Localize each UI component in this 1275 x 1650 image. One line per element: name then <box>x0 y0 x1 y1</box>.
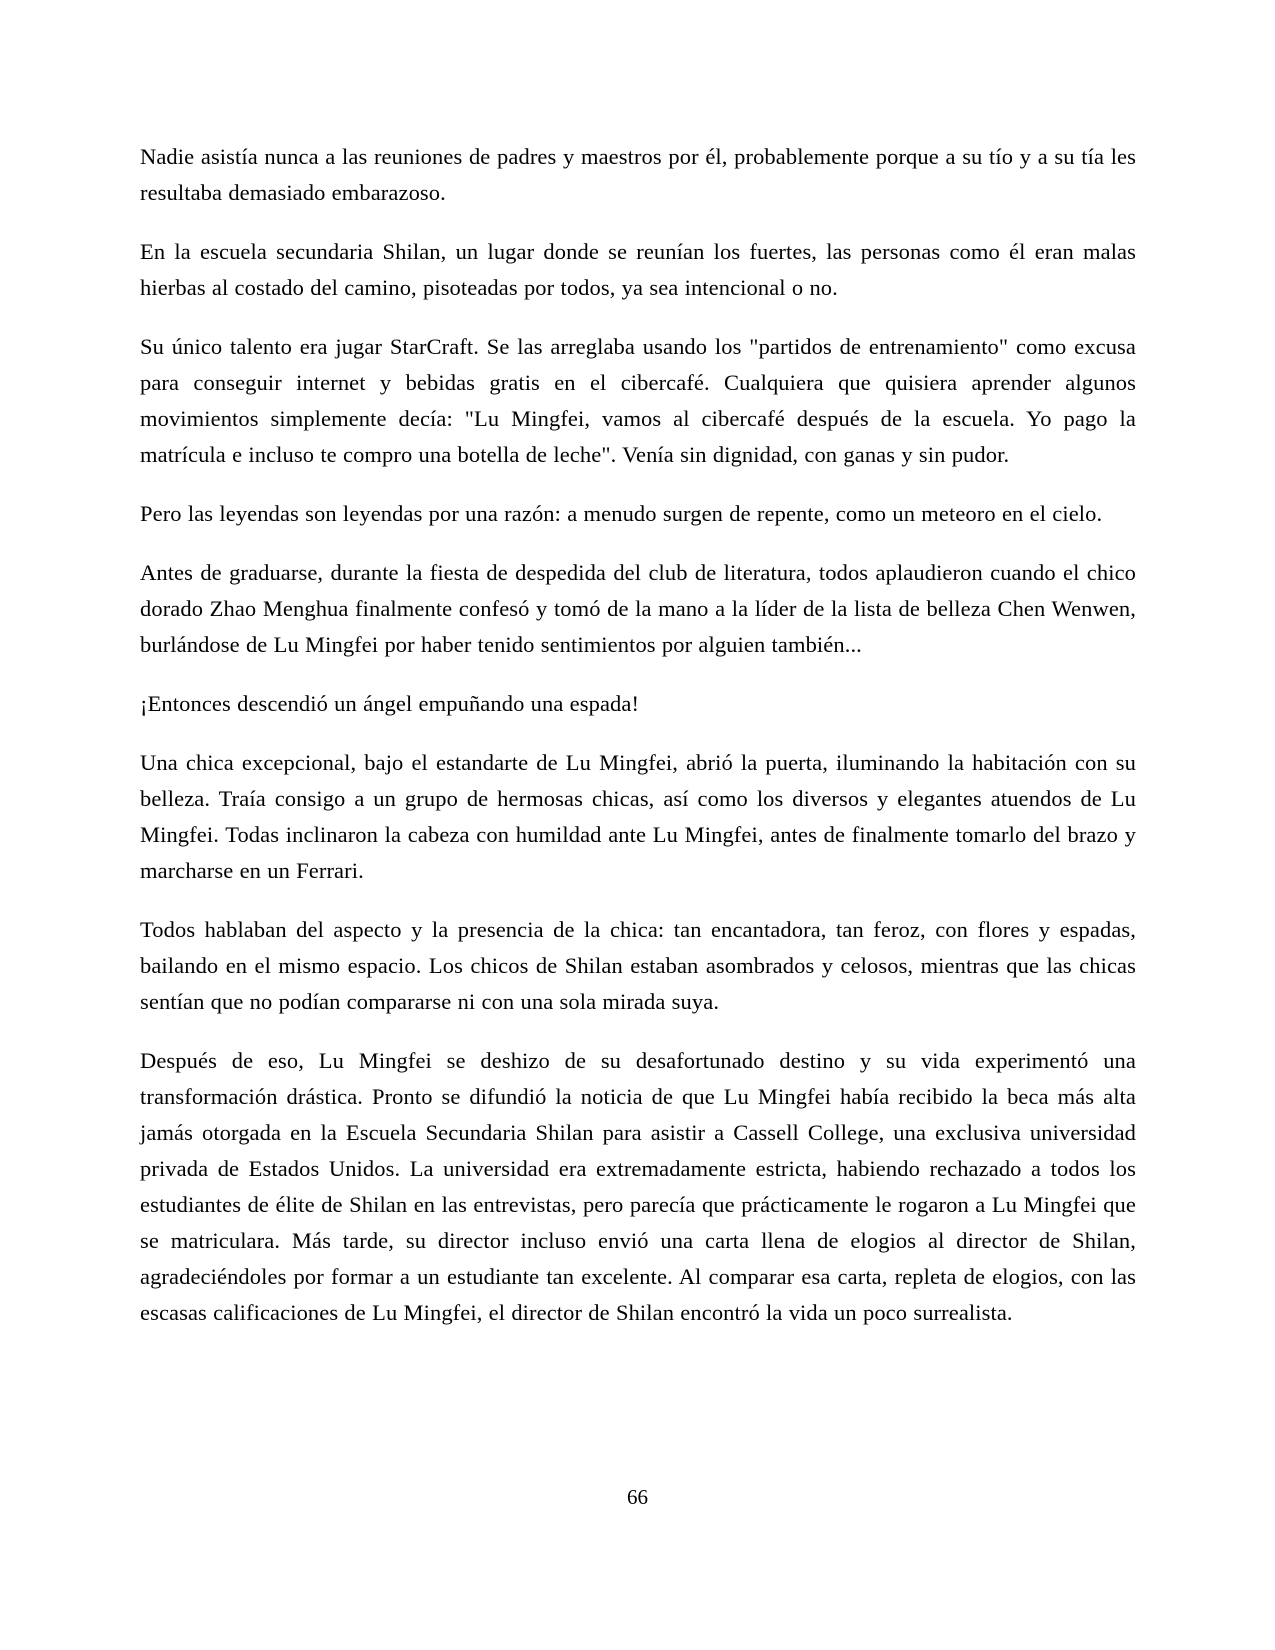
paragraph: Todos hablaban del aspecto y la presencia de la chica: tan encantadora, tan feroz, con flores y espadas, bailando en el mismo espacio. Los chicos de Shilan estaban asombrados y celosos, mientras que las chicas sentían que no podían compararse ni con una sola mirada suya. <box>140 917 1136 1014</box>
paragraph: Su único talento era jugar StarCraft. Se las arreglaba usando los "partidos de entrenamiento" como excusa para conseguir internet y bebidas gratis en el cibercafé. Cualquiera que quisiera aprender algunos movimientos simplemente decía: "Lu Mingfei, vamos al cibercafé después de la escuela. Yo pago la matrícula e incluso te compro una botella de leche". Venía sin dignidad, con ganas y sin pudor. <box>140 334 1136 467</box>
page-number: 66 <box>627 1485 648 1509</box>
paragraph: En la escuela secundaria Shilan, un lugar donde se reunían los fuertes, las personas como él eran malas hierbas al costado del camino, pisoteadas por todos, ya sea intencional o no. <box>140 239 1136 300</box>
paragraph: Una chica excepcional, bajo el estandarte de Lu Mingfei, abrió la puerta, iluminando la habitación con su belleza. Traía consigo a un grupo de hermosas chicas, así como los diversos y elegantes atuendos de Lu Mingfei. Todas inclinaron la cabeza con humildad ante Lu Mingfei, antes de finalmente tomarlo del brazo y marcharse en un Ferrari. <box>140 750 1136 883</box>
paragraph: Antes de graduarse, durante la fiesta de despedida del club de literatura, todos aplaudieron cuando el chico dorado Zhao Menghua finalmente confesó y tomó de la mano a la líder de la lista de belleza Chen Wenwen, burlándose de Lu Mingfei por haber tenido sentimientos por alguien también... <box>140 560 1136 657</box>
paragraph: Nadie asistía nunca a las reuniones de padres y maestros por él, probablemente porque a su tío y a su tía les resultaba demasiado embarazoso. <box>140 144 1136 205</box>
paragraph: Pero las leyendas son leyendas por una razón: a menudo surgen de repente, como un meteoro en el cielo. <box>140 501 1103 526</box>
page-content <box>140 139 1136 1331</box>
paragraph: ¡Entonces descendió un ángel empuñando una espada! <box>140 691 640 716</box>
paragraph: Después de eso, Lu Mingfei se deshizo de su desafortunado destino y su vida experimentó una transformación drástica. Pronto se difundió la noticia de que Lu Mingfei había recibido la beca más alta jamás otorgada en la Escuela Secundaria Shilan para asistir a Cassell College, una exclusiva universidad privada de Estados Unidos. La universidad era extremadamente estricta, habiendo rechazado a todos los estudiantes de élite de Shilan en las entrevistas, pero parecía que prácticamente le rogaron a Lu Mingfei que se matriculara. Más tarde, su director incluso envió una carta llena de elogios al director de Shilan, agradeciéndoles por formar a un estudiante tan excelente. Al comparar esa carta, repleta de elogios, con las escasas calificaciones de Lu Mingfei, el director de Shilan encontró la vida un poco surrealista. <box>140 1048 1136 1325</box>
